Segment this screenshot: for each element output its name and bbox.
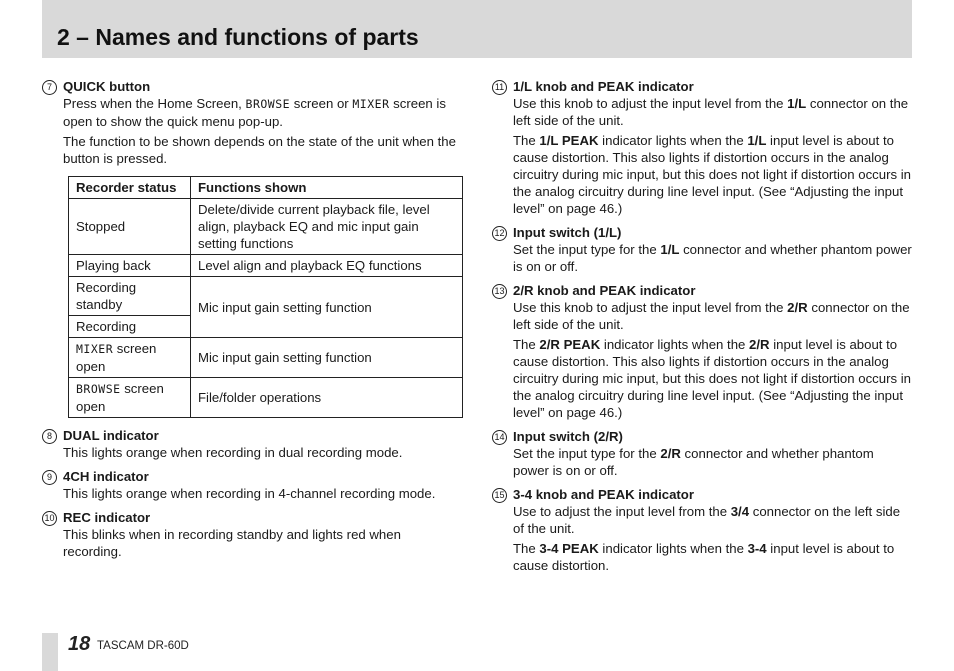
item-title: REC indicator [63, 510, 151, 525]
paragraph: This lights orange when recording in 4-channel recording mode. [63, 486, 436, 501]
table-row [69, 255, 463, 277]
paragraph: Press when the Home Screen, BROWSE screen or MIXER screen is open to show the quick menu pop-up. [63, 96, 446, 129]
table-cell: Delete/divide current playback file, level align, playback EQ and mic input gain setting functions [191, 199, 463, 255]
left-column [42, 78, 462, 560]
section-2r-knob [492, 282, 912, 421]
screen-name: MIXER [352, 97, 390, 111]
item-number: 9 [42, 470, 57, 485]
table-cell: MIXER screen open [69, 338, 191, 378]
paragraph: The 2/R PEAK indicator lights when the 2/R input level is about to cause distortion. This also lights if distortion occurs in the analog circuitry during mic input, but this does not light if distortion occurs in the analog circuitry during line level input. (See “Adjusting the input level” on page 46.) [513, 337, 912, 420]
page-number: 18 [68, 633, 91, 655]
screen-name: BROWSE [245, 97, 291, 111]
table-row [69, 378, 463, 418]
paragraph: Use this knob to adjust the input level from the 1/L connector on the left side of the unit. [513, 96, 909, 128]
section-input-switch-1l [492, 224, 912, 275]
page-title: 2 – Names and functions of parts [57, 24, 419, 50]
paragraph: Use this knob to adjust the input level from the 2/R connector on the left side of the unit. [513, 300, 910, 332]
section-1l-knob [492, 78, 912, 217]
table-cell: Recording standby [69, 277, 191, 316]
paragraph: The 3-4 PEAK indicator lights when the 3-4 input level is about to cause distortion. [513, 541, 895, 573]
table-header: Functions shown [191, 177, 463, 199]
item-title: DUAL indicator [63, 428, 159, 443]
item-number: 12 [492, 226, 507, 241]
item-number: 8 [42, 429, 57, 444]
model-name: TASCAM DR-60D [97, 640, 189, 652]
item-number: 11 [492, 80, 507, 95]
section-input-switch-2r [492, 428, 912, 479]
item-title: Input switch (1/L) [513, 225, 622, 240]
item-number: 7 [42, 80, 57, 95]
table-row [69, 277, 463, 316]
table-header-row [69, 177, 463, 199]
table-row [69, 338, 463, 378]
table-cell: Mic input gain setting function [191, 338, 463, 378]
screen-name: BROWSE [76, 382, 121, 396]
item-title: Input switch (2/R) [513, 429, 623, 444]
section-quick-button [42, 78, 462, 418]
item-title: 3-4 knob and PEAK indicator [513, 487, 694, 502]
table-cell: Mic input gain setting function [191, 277, 463, 338]
footer-bar [42, 633, 58, 671]
item-number: 15 [492, 488, 507, 503]
right-column [492, 78, 912, 574]
item-title: 1/L knob and PEAK indicator [513, 79, 694, 94]
table-row [69, 199, 463, 255]
paragraph: The 1/L PEAK indicator lights when the 1/L input level is about to cause distortion. This also lights if distortion occurs in the analog circuitry during mic input, but this does not light if distortion occurs in the analog circuitry during line level input. (See “Adjusting the input level” on page 46.) [513, 133, 912, 216]
screen-name: MIXER [76, 342, 114, 356]
item-title: 4CH indicator [63, 469, 149, 484]
item-number: 10 [42, 511, 57, 526]
table-cell: File/folder operations [191, 378, 463, 418]
paragraph: Set the input type for the 2/R connector and whether phantom power is on or off. [513, 446, 874, 478]
section-rec-indicator [42, 509, 462, 560]
table-cell: BROWSE screen open [69, 378, 191, 418]
paragraph: This blinks when in recording standby and lights red when recording. [63, 527, 401, 559]
item-number: 14 [492, 430, 507, 445]
paragraph: The function to be shown depends on the state of the unit when the button is pressed. [63, 134, 456, 166]
paragraph: Set the input type for the 1/L connector and whether phantom power is on or off. [513, 242, 912, 274]
table-cell: Playing back [69, 255, 191, 277]
table-header: Recorder status [69, 177, 191, 199]
item-title: 2/R knob and PEAK indicator [513, 283, 696, 298]
table-cell: Recording [69, 316, 191, 338]
item-title: QUICK button [63, 79, 151, 94]
table-cell: Stopped [69, 199, 191, 255]
section-dual-indicator [42, 427, 462, 461]
paragraph: This lights orange when recording in dual recording mode. [63, 445, 403, 460]
item-number: 13 [492, 284, 507, 299]
section-4ch-indicator [42, 468, 462, 502]
table-cell: Level align and playback EQ functions [191, 255, 463, 277]
paragraph: Use to adjust the input level from the 3/4 connector on the left side of the unit. [513, 504, 901, 536]
section-3-4-knob [492, 486, 912, 574]
function-table [68, 176, 463, 418]
